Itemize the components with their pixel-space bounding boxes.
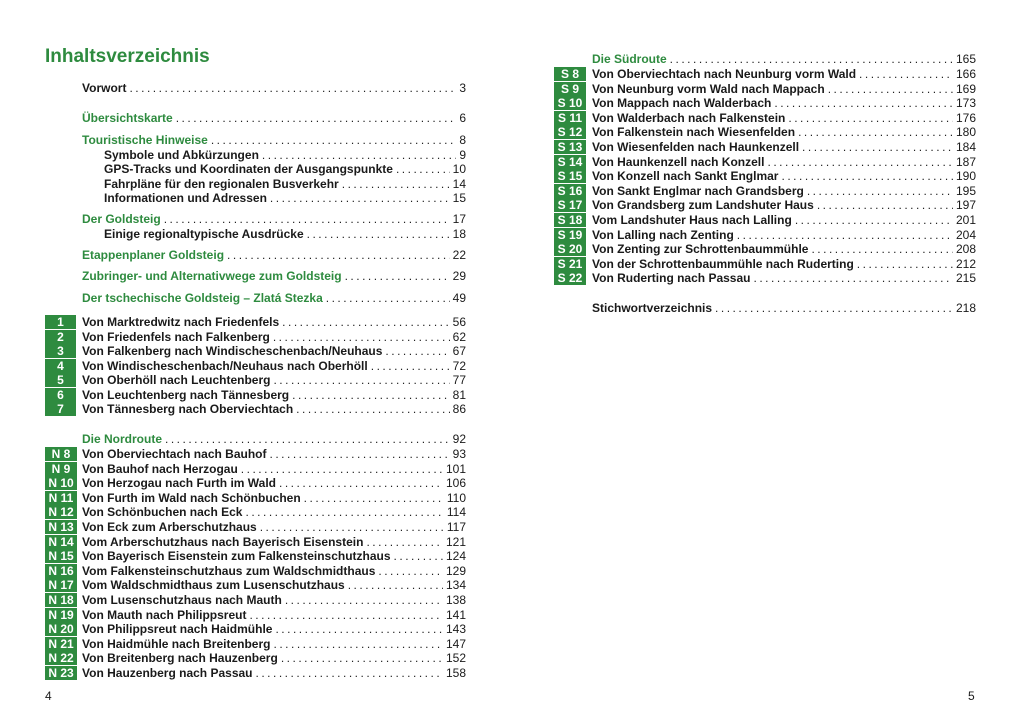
toc-entry-south-stage[interactable] — [592, 82, 976, 96]
toc-entry-south-stage[interactable] — [592, 125, 976, 139]
toc-entry-north-stage[interactable] — [82, 476, 466, 490]
stage-badge: S 15 — [554, 169, 586, 183]
entry-page: 62 — [452, 330, 466, 344]
stage-badge: 7 — [45, 402, 76, 416]
stage-badge: S 20 — [554, 242, 586, 256]
entry-label: Von Walderbach nach Falkenstein — [592, 111, 786, 125]
entry-page: 187 — [955, 155, 976, 169]
stage-badge: S 19 — [554, 228, 586, 242]
stage-badge: 1 — [45, 315, 76, 329]
toc-entry-north-stage[interactable] — [82, 549, 466, 563]
toc-entry-etappenplaner[interactable] — [82, 248, 466, 262]
entry-label: Touristische Hinweise — [82, 133, 208, 147]
stage-badge: N 19 — [45, 608, 77, 622]
entry-label: Von Leuchtenberg nach Tännesberg — [82, 388, 290, 402]
entry-page: 22 — [452, 248, 466, 262]
entry-page: 180 — [955, 125, 976, 139]
entry-page: 129 — [445, 564, 466, 578]
toc-entry-north-stage[interactable] — [82, 520, 466, 534]
entry-label: GPS-Tracks und Koordinaten der Ausgangspunkte — [104, 162, 393, 176]
toc-entry-stage-4[interactable] — [82, 359, 466, 373]
entry-page: 201 — [955, 213, 976, 227]
stage-badge: N 14 — [45, 535, 77, 549]
entry-label: Von Philippsreut nach Haidmühle — [82, 622, 273, 636]
stage-badge: S 21 — [554, 257, 586, 271]
toc-entry-stage-3[interactable] — [82, 344, 466, 358]
stage-badge: N 22 — [45, 651, 77, 665]
stage-badge: S 16 — [554, 184, 586, 198]
toc-entry-north-stage[interactable] — [82, 535, 466, 549]
stage-badge: S 14 — [554, 155, 586, 169]
entry-label: Von Bauhof nach Herzogau — [82, 462, 238, 476]
entry-label: Informationen und Adressen — [104, 191, 267, 205]
toc-entry-south-stage[interactable] — [592, 242, 976, 256]
entry-page: 152 — [445, 651, 466, 665]
entry-page: 14 — [452, 177, 466, 191]
entry-label: Von Lalling nach Zenting — [592, 228, 734, 242]
toc-entry-south-stage[interactable] — [592, 213, 976, 227]
entry-page: 195 — [955, 184, 976, 198]
stage-badge: N 8 — [45, 447, 77, 461]
toc-entry-south-stage[interactable] — [592, 155, 976, 169]
entry-page: 165 — [955, 52, 976, 66]
entry-label: Die Nordroute — [82, 432, 163, 446]
toc-entry-stage-5[interactable] — [82, 373, 466, 387]
entry-page: 176 — [955, 111, 976, 125]
entry-page: 67 — [452, 344, 466, 358]
entry-label: Von Mappach nach Walderbach — [592, 96, 772, 110]
entry-page: 141 — [445, 608, 466, 622]
entry-label: Symbole und Abkürzungen — [104, 148, 259, 162]
entry-page: 190 — [955, 169, 976, 183]
toc-entry-touristische-hinweise[interactable] — [82, 133, 466, 147]
entry-page: 18 — [452, 227, 466, 241]
toc-entry-north-stage[interactable] — [82, 666, 466, 680]
entry-label: Von Windischeschenbach/Neuhaus nach Oberhöll — [82, 359, 368, 373]
entry-label: Von Falkenstein nach Wiesenfelden — [592, 125, 796, 139]
toc-entry-goldsteig[interactable] — [82, 212, 466, 226]
entry-page: 218 — [955, 301, 976, 315]
toc-entry-south-stage[interactable] — [592, 169, 976, 183]
entry-label: Etappenplaner Goldsteig — [82, 248, 225, 262]
entry-label: Vom Falkensteinschutzhaus zum Waldschmidthaus — [82, 564, 376, 578]
entry-label: Von Konzell nach Sankt Englmar — [592, 169, 779, 183]
toc-entry-uebersichtskarte[interactable] — [82, 111, 466, 125]
stage-badge: S 18 — [554, 213, 586, 227]
entry-page: 147 — [445, 637, 466, 651]
entry-page: 117 — [446, 520, 466, 534]
entry-label: Von Herzogau nach Furth im Wald — [82, 476, 277, 490]
entry-page: 3 — [459, 81, 466, 95]
stage-badge: N 10 — [45, 476, 77, 490]
entry-label: Von der Schrottenbaummühle nach Ruderting — [592, 257, 854, 271]
entry-label: Von Oberviechtach nach Neunburg vorm Wald — [592, 67, 857, 81]
entry-label: Vom Lusenschutzhaus nach Mauth — [82, 593, 282, 607]
entry-label: Von Hauzenberg nach Passau — [82, 666, 253, 680]
toc-entry-north-stage[interactable] — [82, 447, 466, 461]
entry-label: Von Oberhöll nach Leuchtenberg — [82, 373, 271, 387]
entry-label: Von Haunkenzell nach Konzell — [592, 155, 765, 169]
entry-page: 138 — [445, 593, 466, 607]
stage-badge: S 13 — [554, 140, 586, 154]
entry-label: Einige regionaltypische Ausdrücke — [104, 227, 304, 241]
entry-page: 49 — [452, 291, 466, 305]
entry-page: 158 — [445, 666, 466, 680]
entry-page: 29 — [452, 269, 466, 283]
stage-badge: S 8 — [554, 67, 586, 81]
entry-label: Der tschechische Goldsteig – Zlatá Stezka — [82, 291, 323, 305]
entry-page: 6 — [459, 111, 466, 125]
stage-badge: N 18 — [45, 593, 77, 607]
toc-entry-north-stage[interactable] — [82, 622, 466, 636]
stage-badge: 2 — [45, 330, 76, 344]
toc-entry-gps[interactable] — [104, 162, 466, 176]
entry-page: 10 — [452, 162, 466, 176]
stage-badge: 3 — [45, 344, 76, 358]
entry-page: 72 — [452, 359, 466, 373]
toc-entry-south-stage[interactable] — [592, 271, 976, 285]
toc-entry-ausdruecke[interactable] — [104, 227, 466, 241]
entry-page: 166 — [955, 67, 976, 81]
toc-entry-north-stage[interactable] — [82, 491, 466, 505]
toc-entry-north-stage[interactable] — [82, 462, 466, 476]
entry-page: 81 — [452, 388, 466, 402]
entry-page: 204 — [955, 228, 976, 242]
toc-entry-suedroute[interactable] — [592, 52, 976, 66]
entry-label: Von Haidmühle nach Breitenberg — [82, 637, 271, 651]
toc-entry-vorwort[interactable] — [82, 81, 466, 95]
entry-page: 212 — [955, 257, 976, 271]
toc-entry-stage-7[interactable] — [82, 402, 466, 416]
entry-label: Von Eck zum Arberschutzhaus — [82, 520, 257, 534]
entry-label: Zubringer- und Alternativwege zum Goldsteig — [82, 269, 342, 283]
stage-badge: 6 — [45, 388, 76, 402]
entry-page: 110 — [446, 491, 466, 505]
page-number-left: 4 — [45, 689, 52, 703]
entry-page: 17 — [452, 212, 466, 226]
toc-entry-stichwortverzeichnis[interactable] — [592, 301, 976, 315]
toc-entry-north-stage[interactable] — [82, 578, 466, 592]
entry-page: 121 — [445, 535, 466, 549]
toc-entry-zubringer[interactable] — [82, 269, 466, 283]
entry-label: Von Furth im Wald nach Schönbuchen — [82, 491, 301, 505]
entry-page: 184 — [955, 140, 976, 154]
entry-page: 169 — [955, 82, 976, 96]
right-page — [510, 0, 1020, 727]
toc-entry-south-stage[interactable] — [592, 228, 976, 242]
toc-entry-north-stage[interactable] — [82, 608, 466, 622]
toc-entry-north-stage[interactable] — [82, 564, 466, 578]
stage-badge: N 17 — [45, 578, 77, 592]
entry-label: Von Ruderting nach Passau — [592, 271, 751, 285]
entry-label: Von Breitenberg nach Hauzenberg — [82, 651, 278, 665]
entry-page: 77 — [452, 373, 466, 387]
entry-label: Der Goldsteig — [82, 212, 161, 226]
entry-label: Von Schönbuchen nach Eck — [82, 505, 243, 519]
toc-entry-south-stage[interactable] — [592, 198, 976, 212]
entry-label: Von Mauth nach Philippsreut — [82, 608, 247, 622]
toc-entry-south-stage[interactable] — [592, 184, 976, 198]
entry-label: Von Neunburg vorm Wald nach Mappach — [592, 82, 825, 96]
stage-badge: S 12 — [554, 125, 586, 139]
toc-entry-south-stage[interactable] — [592, 96, 976, 110]
stage-badge: N 9 — [45, 462, 77, 476]
stage-badge: S 22 — [554, 271, 586, 285]
toc-entry-stage-2[interactable] — [82, 330, 466, 344]
toc-entry-north-stage[interactable] — [82, 593, 466, 607]
entry-label: Von Grandsberg zum Landshuter Haus — [592, 198, 814, 212]
entry-label: Stichwortverzeichnis — [592, 301, 713, 315]
entry-page: 134 — [445, 578, 466, 592]
entry-label: Von Bayerisch Eisenstein zum Falkensteinschutzhaus — [82, 549, 391, 563]
toc-entry-south-stage[interactable] — [592, 111, 976, 125]
entry-page: 86 — [452, 402, 466, 416]
entry-page: 197 — [955, 198, 976, 212]
toc-entry-zlata-stezka[interactable] — [82, 291, 466, 305]
entry-label: Von Falkenberg nach Windischeschenbach/Neuhaus — [82, 344, 383, 358]
toc-entry-south-stage[interactable] — [592, 67, 976, 81]
stage-badge: 4 — [45, 359, 76, 373]
entry-page: 101 — [445, 462, 466, 476]
entry-page: 208 — [955, 242, 976, 256]
toc-entry-north-stage[interactable] — [82, 637, 466, 651]
entry-label: Fahrpläne für den regionalen Busverkehr — [104, 177, 339, 191]
entry-page: 124 — [445, 549, 466, 563]
stage-badge: N 15 — [45, 549, 77, 563]
toc-entry-south-stage[interactable] — [592, 140, 976, 154]
toc-entry-stage-6[interactable] — [82, 388, 466, 402]
stage-badge: N 23 — [45, 666, 77, 680]
stage-badge: S 10 — [554, 96, 586, 110]
entry-page: 173 — [955, 96, 976, 110]
entry-label: Von Sankt Englmar nach Grandsberg — [592, 184, 804, 198]
entry-page: 8 — [459, 133, 466, 147]
entry-label: Von Marktredwitz nach Friedenfels — [82, 315, 280, 329]
toc-entry-symbole[interactable] — [104, 148, 466, 162]
entry-label: Von Tännesberg nach Oberviechtach — [82, 402, 294, 416]
entry-label: Von Oberviechtach nach Bauhof — [82, 447, 267, 461]
entry-page: 9 — [459, 148, 466, 162]
toc-entry-fahrplaene[interactable] — [104, 177, 466, 191]
stage-badge: N 16 — [45, 564, 77, 578]
toc-heading: Inhaltsverzeichnis — [45, 46, 210, 67]
toc-entry-stage-1[interactable] — [82, 315, 466, 329]
stage-badge: S 9 — [554, 82, 586, 96]
entry-page: 114 — [446, 505, 466, 519]
entry-page: 56 — [452, 315, 466, 329]
entry-label: Von Wiesenfelden nach Haunkenzell — [592, 140, 800, 154]
entry-page: 143 — [445, 622, 466, 636]
stage-badge: S 17 — [554, 198, 586, 212]
entry-label: Von Friedenfels nach Falkenberg — [82, 330, 270, 344]
stage-badge: S 11 — [554, 111, 586, 125]
stage-badge: N 12 — [45, 505, 77, 519]
entry-label: Vom Landshuter Haus nach Lalling — [592, 213, 792, 227]
entry-label: Vom Waldschmidthaus zum Lusenschutzhaus — [82, 578, 345, 592]
entry-label: Von Zenting zur Schrottenbaummühle — [592, 242, 809, 256]
toc-entry-north-stage[interactable] — [82, 505, 466, 519]
entry-page: 106 — [445, 476, 466, 490]
entry-label: Die Südroute — [592, 52, 667, 66]
stage-badge: N 11 — [45, 491, 77, 505]
page-number-right: 5 — [968, 689, 975, 703]
stage-badge: N 13 — [45, 520, 77, 534]
toc-entry-nordroute[interactable] — [82, 432, 466, 446]
entry-page: 93 — [452, 447, 466, 461]
stage-badge: 5 — [45, 373, 76, 387]
toc-entry-south-stage[interactable] — [592, 257, 976, 271]
entry-page: 15 — [452, 191, 466, 205]
entry-page: 215 — [955, 271, 976, 285]
entry-page: 92 — [452, 432, 466, 446]
entry-label: Vorwort — [82, 81, 127, 95]
toc-entry-north-stage[interactable] — [82, 651, 466, 665]
entry-label: Übersichtskarte — [82, 111, 173, 125]
toc-entry-informationen[interactable] — [104, 191, 466, 205]
entry-label: Vom Arberschutzhaus nach Bayerisch Eisenstein — [82, 535, 364, 549]
stage-badge: N 20 — [45, 622, 77, 636]
stage-badge: N 21 — [45, 637, 77, 651]
